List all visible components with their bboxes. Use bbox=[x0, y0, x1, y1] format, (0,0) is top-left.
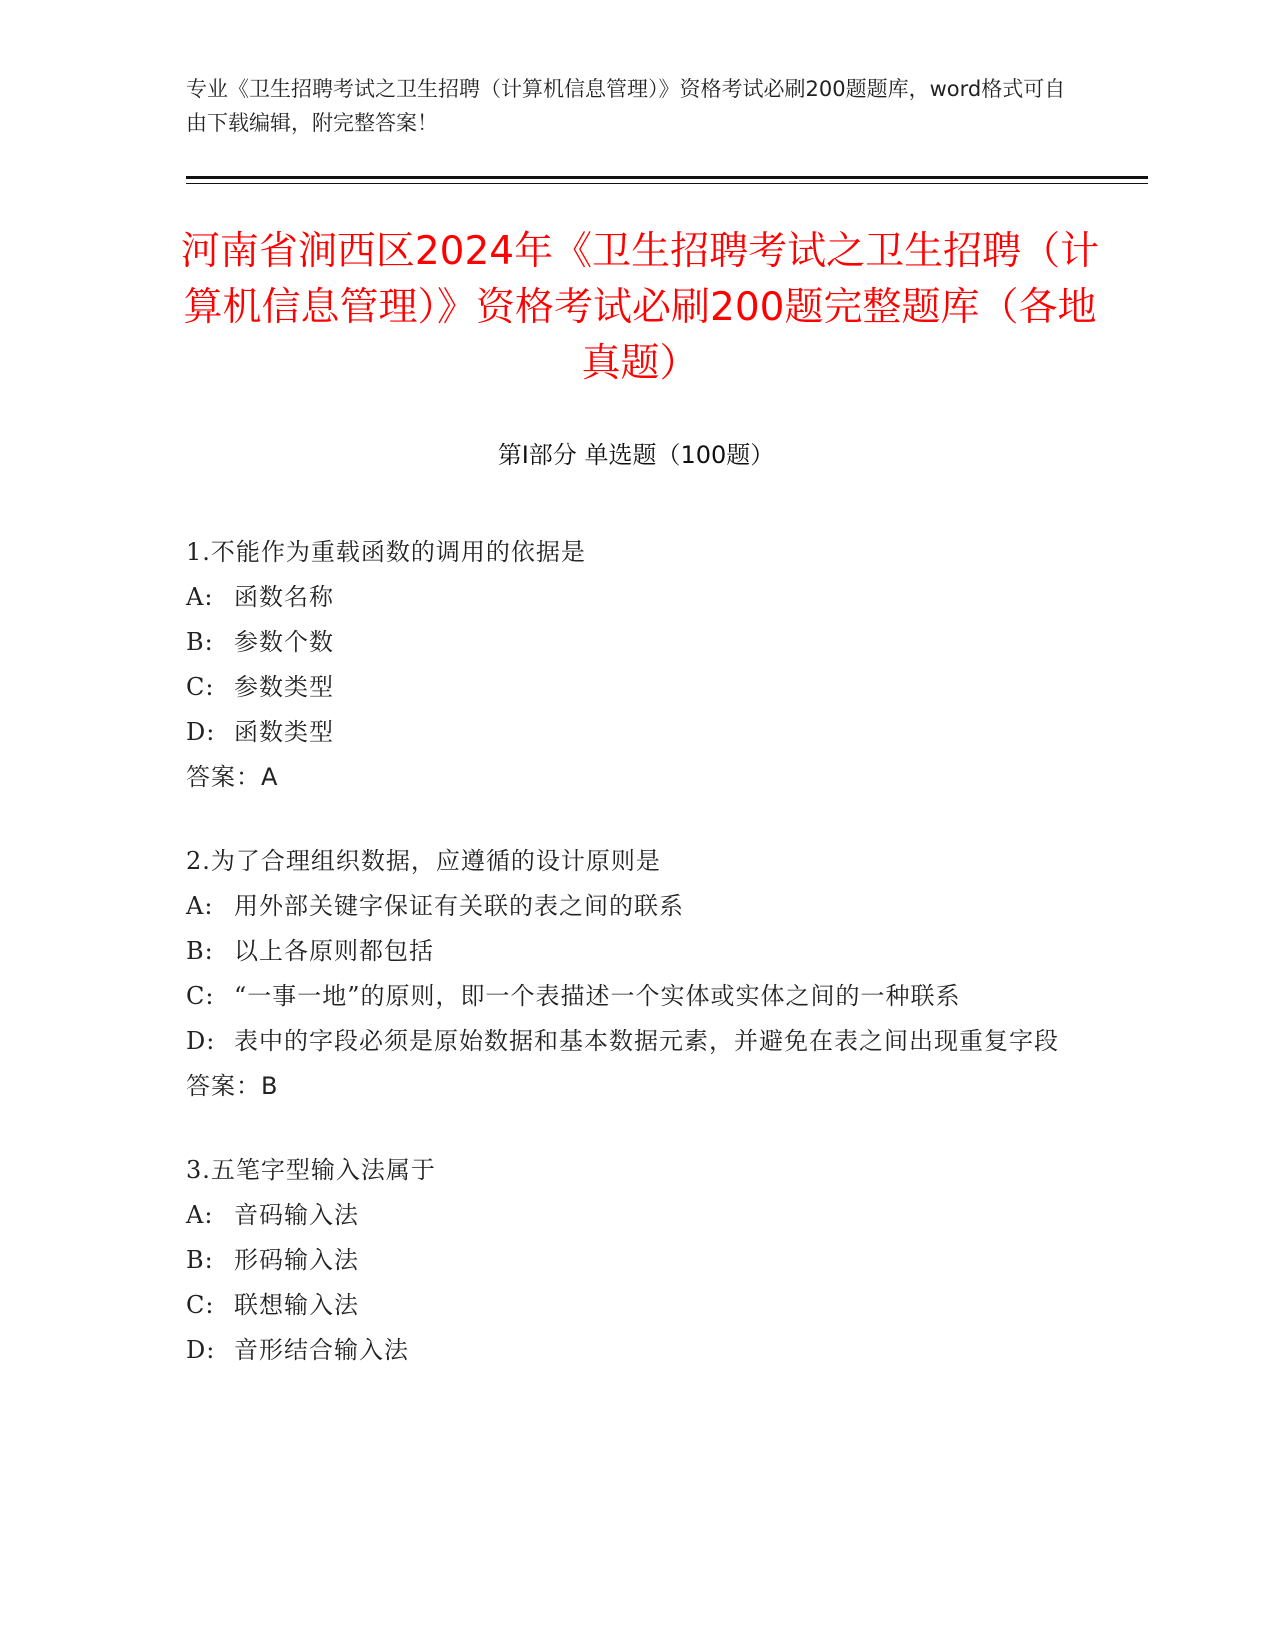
option-a bbox=[186, 575, 1086, 620]
option-text: 以上各原则都包括 bbox=[234, 937, 434, 965]
question-stem: 2.为了合理组织数据，应遵循的设计原则是 bbox=[186, 847, 661, 875]
option-text: 参数个数 bbox=[234, 628, 334, 656]
option-d bbox=[186, 1328, 1086, 1373]
option-d bbox=[186, 710, 1086, 755]
option-a bbox=[186, 884, 1086, 929]
option-b bbox=[186, 620, 1086, 665]
question-list bbox=[186, 530, 1086, 1412]
answer-line: 答案：A bbox=[186, 763, 279, 791]
option-letter: C: bbox=[186, 982, 215, 1010]
header-divider-thin bbox=[186, 183, 1148, 184]
option-c bbox=[186, 1283, 1086, 1328]
option-letter: B: bbox=[186, 1246, 214, 1274]
option-letter: A: bbox=[186, 583, 214, 611]
option-letter: B: bbox=[186, 937, 214, 965]
option-text: 函数类型 bbox=[234, 718, 334, 746]
option-letter: C: bbox=[186, 1291, 215, 1319]
option-text: 音码输入法 bbox=[234, 1201, 359, 1229]
option-a bbox=[186, 1193, 1086, 1238]
option-letter: D: bbox=[186, 1027, 216, 1055]
option-text: 函数名称 bbox=[234, 583, 334, 611]
option-text: 用外部关键字保证有关联的表之间的联系 bbox=[234, 892, 684, 920]
option-text: 参数类型 bbox=[234, 673, 334, 701]
document-title: 河南省涧西区2024年《卫生招聘考试之卫生招聘（计算机信息管理）》资格考试必刷200题完整题库（各地真题） bbox=[180, 229, 1100, 386]
option-letter: A: bbox=[186, 1201, 214, 1229]
option-text: “一事一地”的原则，即一个表描述一个实体或实体之间的一种联系 bbox=[234, 982, 961, 1010]
answer-line: 答案：B bbox=[186, 1072, 279, 1100]
option-text: 联想输入法 bbox=[234, 1291, 359, 1319]
question-3 bbox=[186, 1148, 1086, 1373]
section-heading: 第I部分 单选题（100题） bbox=[497, 441, 775, 469]
option-d bbox=[186, 1019, 1086, 1064]
option-b bbox=[186, 929, 1086, 974]
option-letter: C: bbox=[186, 673, 215, 701]
option-letter: D: bbox=[186, 1336, 216, 1364]
option-letter: B: bbox=[186, 628, 214, 656]
header-divider-thick bbox=[186, 176, 1148, 179]
option-letter: D: bbox=[186, 718, 216, 746]
question-stem: 3.五笔字型输入法属于 bbox=[186, 1156, 436, 1184]
question-1 bbox=[186, 530, 1086, 800]
question-stem: 1.不能作为重载函数的调用的依据是 bbox=[186, 538, 586, 566]
option-letter: A: bbox=[186, 892, 214, 920]
option-text: 音形结合输入法 bbox=[234, 1336, 409, 1364]
option-text: 形码输入法 bbox=[234, 1246, 359, 1274]
option-c bbox=[186, 665, 1086, 710]
header-note: 专业《卫生招聘考试之卫生招聘（计算机信息管理）》资格考试必刷200题题库，word格式可自由下载编辑，附完整答案！ bbox=[186, 77, 1066, 135]
question-2 bbox=[186, 839, 1086, 1109]
option-text: 表中的字段必须是原始数据和基本数据元素，并避免在表之间出现重复字段 bbox=[234, 1027, 1059, 1055]
option-b bbox=[186, 1238, 1086, 1283]
option-c bbox=[186, 974, 1086, 1019]
